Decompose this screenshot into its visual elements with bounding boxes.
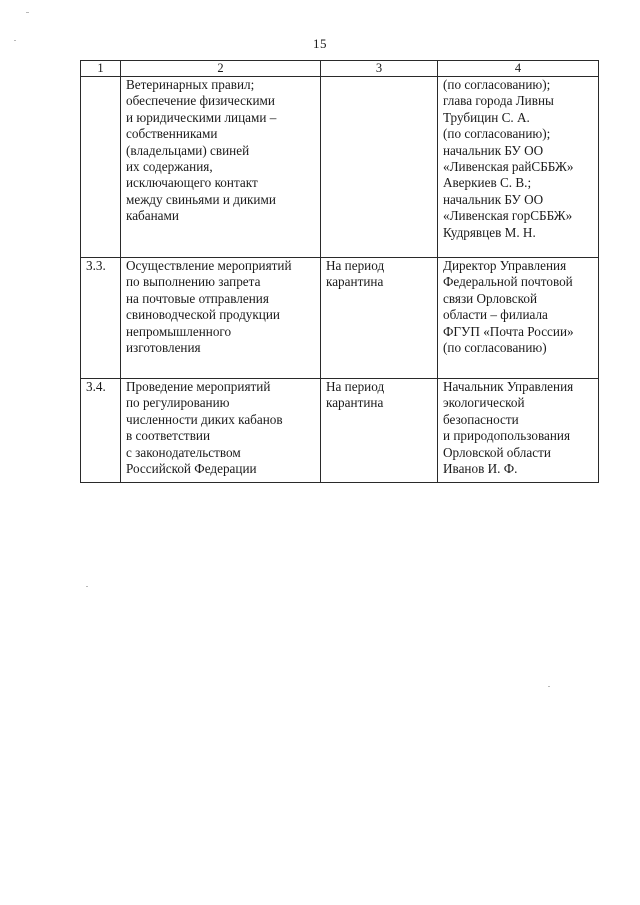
cell-text-line: между свиньями и дикими [126, 191, 276, 207]
cell-text-line: в соответствии [126, 428, 211, 444]
cell-text-line: по выполнению запрета [126, 274, 261, 290]
cell-text-line: «Ливенская райСББЖ» [443, 159, 574, 175]
cell-text-line: и природопользования [443, 428, 571, 444]
cell-text-line: (владельцами) свиней [126, 142, 250, 158]
cell-text-line: Кудрявцев М. Н. [443, 224, 536, 240]
cell-text-line: На период [326, 258, 385, 273]
cell-text-line: свиноводческой продукции [126, 307, 280, 323]
row-number-cell: 3.4. [81, 379, 121, 483]
scan-speck [14, 40, 16, 41]
page-number: 15 [313, 36, 327, 51]
cell-text-line: карантина [326, 274, 384, 290]
table-header-row [81, 61, 599, 77]
cell-text-line: (по согласованию); [443, 77, 551, 92]
cell-text-line: Федеральной почтовой [443, 274, 573, 290]
row-number-cell: 3.3. [81, 258, 121, 379]
period-cell [321, 258, 438, 379]
cell-text-line: численности диких кабанов [126, 411, 283, 427]
cell-text-line: На период [326, 379, 385, 394]
cell-text-line: Осуществление мероприятий [126, 258, 292, 273]
period-cell [321, 379, 438, 483]
cell-text-line: непромышленного [126, 323, 232, 339]
measures-table [80, 60, 599, 483]
cell-text-line: и юридическими лицами – [126, 109, 277, 125]
table-row [81, 258, 599, 379]
scan-speck [548, 686, 550, 687]
cell-text-line: Иванов И. Ф. [443, 461, 518, 477]
cell-text-line: с законодательством [126, 444, 241, 460]
scan-speck [86, 586, 88, 587]
column-header-1: 1 [81, 61, 121, 77]
cell-text-line: глава города Ливны [443, 93, 554, 109]
cell-text-line: Ветеринарных правил; [126, 77, 255, 92]
cell-text-line: обеспечение физическими [126, 93, 275, 109]
column-header-4: 4 [438, 61, 599, 77]
cell-text-line: связи Орловской [443, 290, 538, 306]
cell-text-line: Директор Управления [443, 258, 567, 273]
table-row [81, 77, 599, 258]
cell-text-line: Начальник Управления [443, 379, 574, 394]
cell-text-line: «Ливенская горСББЖ» [443, 208, 573, 224]
row-number-cell [81, 77, 121, 258]
period-cell [321, 77, 438, 258]
cell-text-line: (по согласованию) [443, 340, 547, 356]
cell-text-line: на почтовые отправления [126, 290, 269, 306]
measure-cell [121, 379, 321, 483]
cell-text-line: экологической [443, 395, 525, 411]
cell-text-line: кабанами [126, 208, 179, 224]
responsible-cell [438, 379, 599, 483]
cell-text-line: их содержания, [126, 159, 213, 175]
cell-text-line: (по согласованию); [443, 126, 551, 142]
column-header-2: 2 [121, 61, 321, 77]
cell-text-line: исключающего контакт [126, 175, 258, 191]
cell-text-line: по регулированию [126, 395, 230, 411]
responsible-cell [438, 258, 599, 379]
table-row [81, 379, 599, 483]
cell-text-line: карантина [326, 395, 384, 411]
measure-cell [121, 258, 321, 379]
cell-text-line: начальник БУ ОО [443, 191, 544, 207]
cell-text-line: Аверкиев С. В.; [443, 175, 532, 191]
measure-cell [121, 77, 321, 258]
cell-text-line: изготовления [126, 340, 201, 356]
cell-text-line: собственниками [126, 126, 218, 142]
cell-text-line: области – филиала [443, 307, 548, 323]
cell-text-line: Орловской области [443, 444, 551, 460]
cell-text-line: начальник БУ ОО [443, 142, 544, 158]
column-header-3: 3 [321, 61, 438, 77]
responsible-cell [438, 77, 599, 258]
cell-text-line: Российской Федерации [126, 461, 257, 477]
cell-text-line: безопасности [443, 411, 519, 427]
scan-speck [26, 12, 29, 13]
cell-text-line: Трубицин С. А. [443, 109, 530, 125]
cell-text-line: ФГУП «Почта России» [443, 323, 574, 339]
cell-text-line: Проведение мероприятий [126, 379, 271, 394]
